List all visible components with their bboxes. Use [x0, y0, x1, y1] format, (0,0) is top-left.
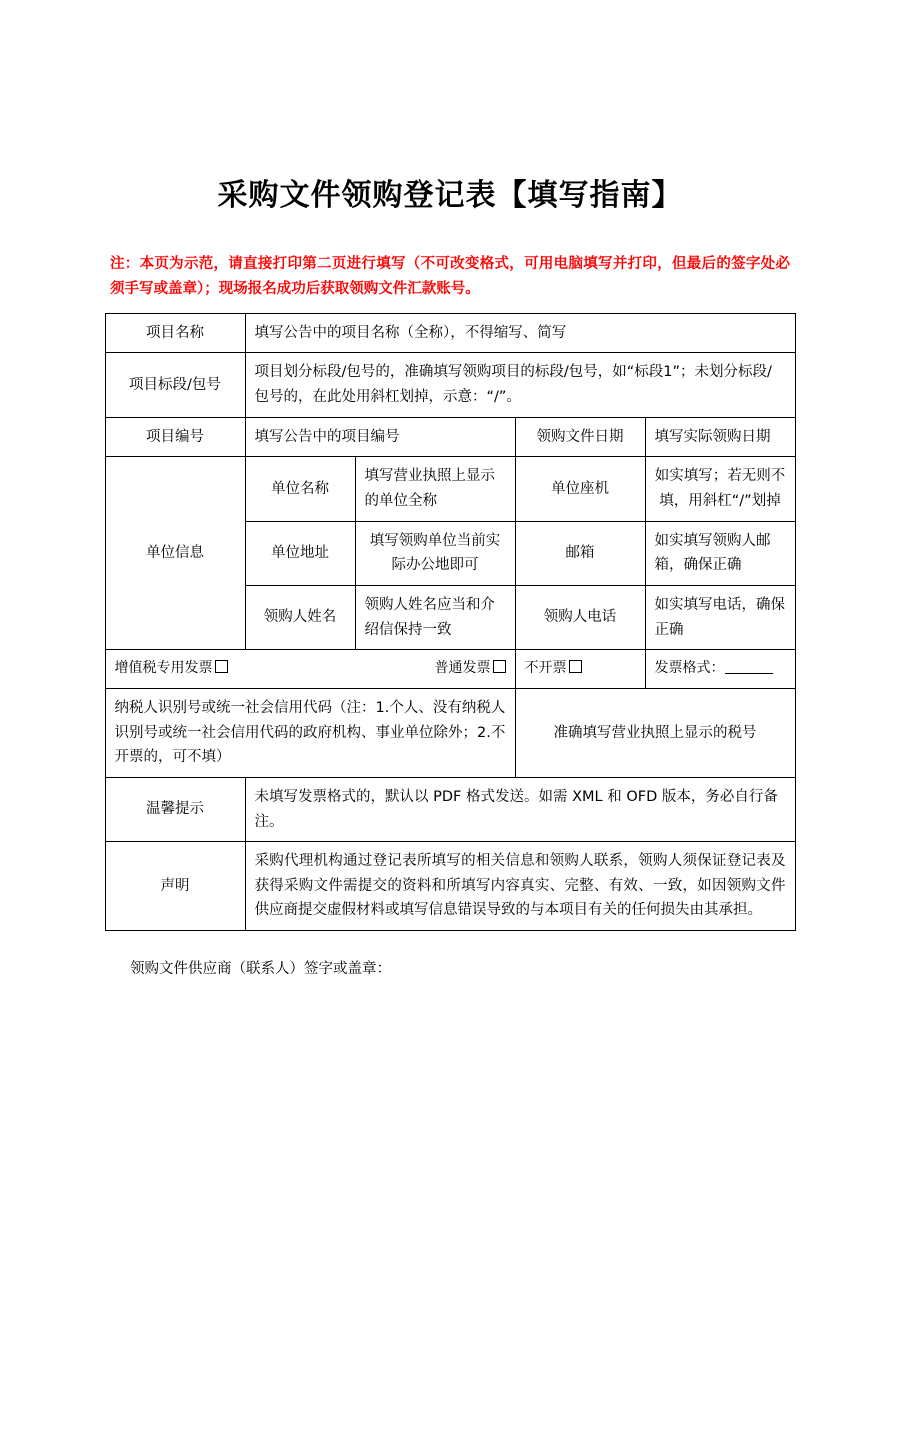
table-row — [105, 353, 795, 417]
tips-value: 未填写发票格式的，默认以 PDF 格式发送。如需 XML 和 OFD 版本，务必自行备注。 — [245, 777, 795, 841]
purchase-date-value[interactable]: 填写实际领购日期 — [645, 417, 795, 457]
invoice-none-cell[interactable] — [515, 650, 645, 689]
taxpayer-id-label: 纳税人识别号或统一社会信用代码（注：1.个人、没有纳税人识别号或统一社会信用代码的政府机构、事业单位除外；2.不开票的，可不填） — [105, 688, 515, 777]
checkbox-icon[interactable] — [215, 660, 228, 673]
invoice-none-option[interactable] — [525, 657, 582, 681]
invoice-normal-label: 普通发票 — [434, 660, 491, 677]
project-lot-value[interactable]: 项目划分标段/包号的，准确填写领购项目的标段/包号，如“标段1”；未划分标段/包号的，在此处用斜杠划掉，示意：“/”。 — [245, 353, 795, 417]
invoice-format-input[interactable] — [725, 659, 773, 674]
table-row — [105, 777, 795, 841]
table-row — [105, 842, 795, 931]
buyer-name-value[interactable]: 领购人姓名应当和介绍信保持一致 — [355, 585, 515, 649]
taxpayer-id-value[interactable]: 准确填写营业执照上显示的税号 — [515, 688, 795, 777]
invoice-special-label: 增值税专用发票 — [114, 660, 213, 677]
registration-table — [105, 313, 796, 931]
document-page — [0, 170, 900, 1443]
unit-address-label: 单位地址 — [245, 521, 355, 585]
invoice-format-label: 发票格式： — [654, 660, 725, 677]
tips-label: 温馨提示 — [105, 777, 245, 841]
project-lot-label: 项目标段/包号 — [105, 353, 245, 417]
buyer-name-label: 领购人姓名 — [245, 585, 355, 649]
unit-tel-label: 单位座机 — [515, 457, 645, 521]
buyer-phone-label: 领购人电话 — [515, 585, 645, 649]
project-name-label: 项目名称 — [105, 313, 245, 353]
table-row-invoice-options — [105, 650, 795, 689]
purchase-date-label: 领购文件日期 — [515, 417, 645, 457]
statement-label: 声明 — [105, 842, 245, 931]
checkbox-icon[interactable] — [569, 660, 582, 673]
table-row — [105, 417, 795, 457]
email-label: 邮箱 — [515, 521, 645, 585]
unit-address-value[interactable]: 填写领购单位当前实际办公地即可 — [355, 521, 515, 585]
unit-tel-value[interactable]: 如实填写；若无则不填，用斜杠“/”划掉 — [645, 457, 795, 521]
table-row — [105, 688, 795, 777]
project-no-label: 项目编号 — [105, 417, 245, 457]
signature-line: 领购文件供应商（联系人）签字或盖章： — [130, 961, 391, 978]
project-name-value[interactable]: 填写公告中的项目名称（全称），不得缩写、简写 — [245, 313, 795, 353]
invoice-type-cell — [105, 650, 515, 689]
project-no-value[interactable]: 填写公告中的项目编号 — [245, 417, 515, 457]
unit-name-value[interactable]: 填写营业执照上显示的单位全称 — [355, 457, 515, 521]
table-row — [105, 313, 795, 353]
invoice-normal-option[interactable] — [435, 657, 506, 681]
notice-text: 注：本页为示范，请直接打印第二页进行填写（不可改变格式，可用电脑填写并打印，但最后的签字处必须手写或盖章）；现场报名成功后获取领购文件汇款账号。 — [110, 256, 790, 298]
page-title: 采购文件领购登记表【填写指南】 — [217, 178, 683, 213]
invoice-special-option[interactable] — [115, 657, 228, 681]
statement-value: 采购代理机构通过登记表所填写的相关信息和领购人联系，领购人须保证登记表及获得采购文件需提交的资料和所填写内容真实、完整、有效、一致，如因领购文件供应商提交虚假材料或填写信息错误导致的与本项目有关的任何损失由其承担。 — [245, 842, 795, 931]
invoice-format-cell[interactable] — [645, 650, 795, 689]
buyer-phone-value[interactable]: 如实填写电话，确保正确 — [645, 585, 795, 649]
unit-name-label: 单位名称 — [245, 457, 355, 521]
unit-info-label: 单位信息 — [105, 457, 245, 650]
table-row — [105, 457, 795, 521]
email-value[interactable]: 如实填写领购人邮箱，确保正确 — [645, 521, 795, 585]
checkbox-icon[interactable] — [493, 660, 506, 673]
invoice-none-label: 不开票 — [524, 660, 567, 677]
